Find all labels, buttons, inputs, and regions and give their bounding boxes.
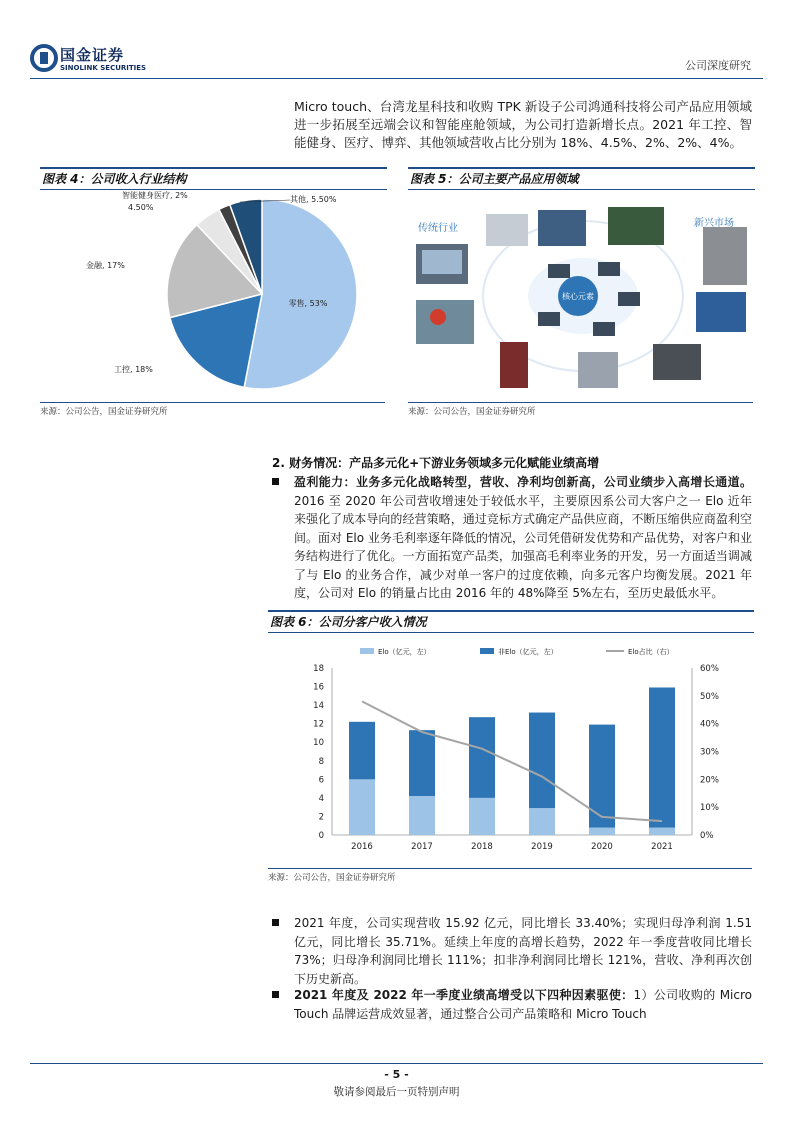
bullet-2021-results-text: 2021 年度，公司实现营收 15.92 亿元，同比增长 33.40%；实现归母净利润 1.51 亿元，同比增长 35.71%。延续上年度的高增长趋势，2022 年一季度营收同比增长 73%；归母净利润同比增长 111%；扣非净利润同比增长 121%，营收、净利再次创下历史新高。: [294, 916, 752, 986]
y-right-tick: 30%: [700, 747, 719, 758]
y-left-tick: 18: [313, 664, 324, 674]
bar-elo-2017: [409, 796, 435, 835]
disclaimer-note: 敬请参阅最后一页特别声明: [333, 1086, 460, 1098]
pie-label-1: 工控, 18%: [114, 365, 153, 374]
bullet-growth-drivers: [294, 986, 752, 1023]
y-right-tick: 10%: [700, 803, 719, 814]
section2-title: 2. 财务情况：产品多元化+下游业务领域多元化赋能业绩高增: [272, 456, 600, 470]
logo-english-name: SINOLINK SECURITIES: [60, 64, 147, 72]
legend-label-0: Elo（亿元，左）: [378, 648, 431, 656]
y-right-tick: 20%: [700, 775, 719, 786]
y-right-tick: 40%: [700, 719, 719, 730]
pie-label-4: 智能健身医疗, 2%: [122, 191, 188, 200]
logo-chinese-name: 国金证券: [60, 46, 125, 64]
bullet-profitability-heading: 盈利能力：业务多元化战略转型，营收、净利均创新高，公司业绩步入高增长通道。: [294, 475, 752, 489]
bullet-square-icon: [272, 478, 279, 485]
bullet-square-icon: [272, 919, 279, 926]
bar-non-elo-2016: [349, 722, 375, 780]
bullet-2021-results: [294, 914, 752, 988]
bullet-profitability-text: 2016 至 2020 年公司营收增速处于较低水平，主要原因系公司大客户之一 Elo 近年来强化了成本导向的经营策略，通过竞标方式确定产品供应商，不断压缩供应商盈利空间。面对 Elo 业务毛利率逐年降低的情况，公司凭借研发优势和产品优势，对客户和业务结构进行了优化。一方面拓宽产品类，加强高毛利率业务的开发，另一方面适当调减了与 Elo 的业务合作，减少对单一客户的过度依赖，向多元客户均衡发展。2021 年度，公司对 Elo 的销量占比由 2016 年的 48%降至 5%左右，至历史最低水平。: [294, 493, 752, 600]
footer-divider: [30, 1063, 763, 1064]
bar-non-elo-2020: [589, 725, 615, 828]
bar-elo-2019: [529, 808, 555, 835]
x-tick-2016: 2016: [351, 842, 373, 852]
bullet-growth-drivers-heading: 2021 年度及 2022 年一季度业绩高增受以下四种因素驱使：: [294, 988, 634, 1002]
figure5-application-diagram: [408, 192, 753, 400]
bullet-growth-drivers-text: 1）公司收购的 Micro Touch 品牌运营成效显著，通过整合公司产品策略和 Micro Touch: [294, 988, 752, 1021]
y-right-tick: 60%: [700, 664, 719, 674]
y-left-tick: 8: [318, 756, 324, 767]
legend-label-2: Elo占比（右）: [628, 648, 674, 656]
y-left-tick: 0: [318, 831, 324, 841]
y-left-tick: 12: [313, 719, 324, 730]
figure6-title: 图表 6：公司分客户收入情况: [268, 610, 754, 633]
y-left-tick: 10: [313, 738, 324, 749]
bar-elo-2021: [649, 828, 675, 835]
label-emerging-market: 新兴市场: [694, 218, 734, 229]
photo-classroom: [538, 210, 586, 246]
x-tick-2019: 2019: [531, 842, 553, 852]
photo-meeting-screen: [696, 292, 746, 332]
bar-non-elo-2021: [649, 687, 675, 827]
y-right-tick: 0%: [700, 831, 714, 841]
y-left-tick: 4: [318, 793, 324, 804]
y-left-tick: 2: [318, 812, 324, 823]
figure4-title: 图表 4：公司收入行业结构: [40, 167, 387, 190]
x-tick-2021: 2021: [651, 842, 673, 852]
figure5-source: 来源：公司公告，国金证券研究所: [408, 402, 753, 417]
company-logo-icon: [30, 44, 58, 72]
photo-fitness: [703, 227, 747, 285]
figure6-bar-line-chart: [268, 640, 752, 865]
pie-label-3: 4.50%: [128, 203, 154, 212]
photo-slot-machine: [500, 342, 528, 388]
figure4-pie-chart: [40, 190, 385, 400]
legend-swatch-0: [360, 648, 374, 654]
x-tick-2020: 2020: [591, 842, 613, 852]
figure5-title: 图表 5：公司主要产品应用领域: [408, 167, 755, 190]
photo-store: [608, 207, 664, 245]
figure4-source: 来源：公司公告，国金证券研究所: [40, 402, 385, 417]
bar-elo-2020: [589, 828, 615, 835]
photo-medical: [578, 352, 618, 388]
photo-vehicle: [653, 344, 701, 380]
y-left-tick: 6: [318, 775, 324, 786]
photo-kiosk: [486, 214, 528, 246]
y-right-tick: 50%: [700, 691, 719, 702]
header-divider: [30, 78, 763, 79]
bar-elo-2016: [349, 779, 375, 835]
photo-worker: [416, 300, 474, 344]
line-elo-share: [362, 701, 662, 821]
bullet-profitability: [294, 473, 752, 603]
figure6-source: 来源：公司公告，国金证券研究所: [268, 868, 752, 883]
pie-label-0: 零售, 53%: [288, 299, 328, 308]
label-traditional-industry: 传统行业: [418, 223, 458, 234]
report-type: 公司深度研究: [685, 59, 751, 72]
bullet-square-icon: [272, 991, 279, 998]
label-core-element: 核心元素: [562, 292, 594, 301]
x-tick-2018: 2018: [471, 842, 493, 852]
pie-label-5: 其他, 5.50%: [290, 195, 337, 204]
intro-paragraph: Micro touch、台湾龙星科技和收购 TPK 新设子公司鸿通科技将公司产品应用领域进一步拓展至远端会议和智能座舱领域，为公司打造新增长点。2021 年工控、智能健身、医疗、博弈、其他领域营收占比分别为 18%、4.5%、2%、2%、4%。: [294, 99, 752, 150]
bar-non-elo-2017: [409, 730, 435, 796]
y-left-tick: 14: [313, 701, 324, 712]
page-number: - 5 -: [384, 1068, 409, 1081]
y-left-tick: 16: [313, 682, 324, 693]
bar-non-elo-2019: [529, 713, 555, 809]
x-tick-2017: 2017: [411, 842, 433, 852]
legend-label-1: 非Elo（亿元，左）: [498, 648, 558, 656]
pie-label-2: 金融, 17%: [86, 261, 125, 270]
bar-non-elo-2018: [469, 717, 495, 798]
legend-swatch-1: [480, 648, 494, 654]
bar-elo-2018: [469, 798, 495, 835]
